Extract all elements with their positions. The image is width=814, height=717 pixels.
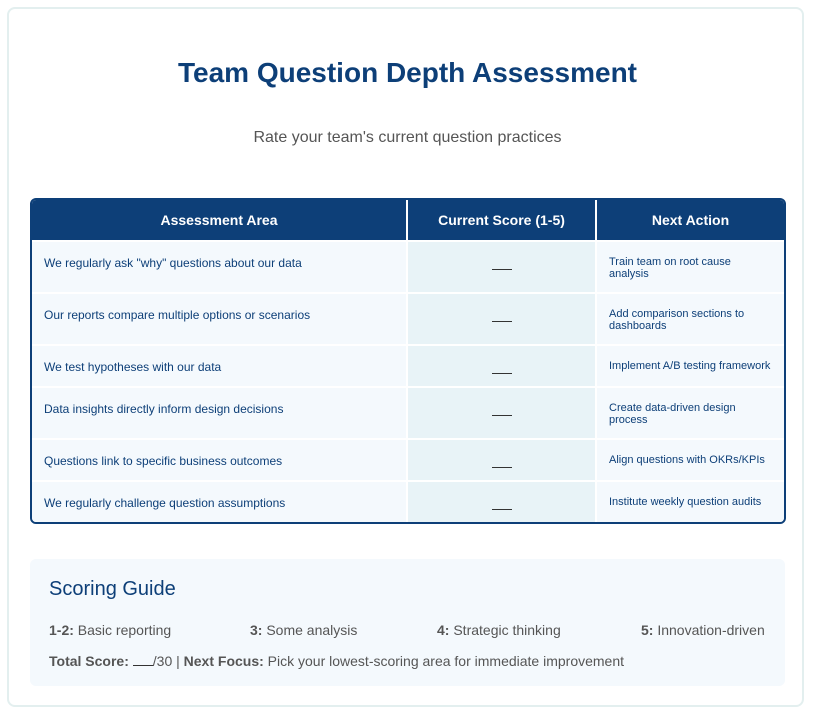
assessment-area-cell: Data insights directly inform design decisions [32, 387, 407, 439]
total-score-blank[interactable] [133, 665, 153, 666]
next-action-cell: Align questions with OKRs/KPIs [596, 439, 784, 481]
next-action-cell: Create data-driven design process [596, 387, 784, 439]
scale-text: Some analysis [266, 622, 358, 638]
total-score-suffix: /30 [152, 653, 173, 669]
page-subtitle: Rate your team's current question practices [253, 129, 562, 146]
scale-key: 3: [250, 622, 263, 638]
score-cell [407, 387, 596, 439]
next-focus-label: Next Focus: [183, 653, 264, 669]
scoring-guide-title: Scoring Guide [49, 578, 176, 600]
scale-text: Innovation-driven [657, 622, 765, 638]
scale-text: Strategic thinking [453, 622, 561, 638]
assessment-area-cell: We test hypotheses with our data [32, 345, 407, 387]
assessment-area-cell: We regularly ask "why" questions about our data [32, 241, 407, 293]
next-action-cell: Implement A/B testing framework [596, 345, 784, 387]
score-blank[interactable] [492, 467, 512, 468]
table-row [32, 345, 784, 387]
score-cell [407, 481, 596, 522]
score-cell [407, 293, 596, 345]
score-cell [407, 345, 596, 387]
score-cell [407, 439, 596, 481]
total-score-label: Total Score: [49, 653, 129, 669]
table-row [32, 387, 784, 439]
scale-item [250, 622, 357, 638]
assessment-area-cell: Questions link to specific business outcomes [32, 439, 407, 481]
scale-key: 1-2: [49, 622, 74, 638]
assessment-area-cell: Our reports compare multiple options or scenarios [32, 293, 407, 345]
scale-item [641, 622, 765, 638]
next-action-cell: Add comparison sections to dashboards [596, 293, 784, 345]
table-header-row [32, 200, 784, 241]
table-row [32, 439, 784, 481]
scale-key: 5: [641, 622, 654, 638]
header-next-action: Next Action [596, 200, 784, 241]
score-blank[interactable] [492, 509, 512, 510]
assessment-area-cell: We regularly challenge question assumptions [32, 481, 407, 522]
score-blank[interactable] [492, 269, 512, 270]
table-row [32, 293, 784, 345]
scale-key: 4: [437, 622, 450, 638]
score-blank[interactable] [492, 321, 512, 322]
separator: | [176, 653, 180, 669]
header-assessment-area: Assessment Area [32, 200, 407, 241]
scale-text: Basic reporting [77, 622, 172, 638]
assessment-table [30, 198, 786, 524]
next-action-cell: Train team on root cause analysis [596, 241, 784, 293]
score-blank[interactable] [492, 415, 512, 416]
score-cell [407, 241, 596, 293]
header-current-score: Current Score (1-5) [407, 200, 596, 241]
scale-item [437, 622, 561, 638]
page-title: Team Question Depth Assessment [177, 57, 637, 88]
scoring-guide [30, 559, 785, 686]
scale-item [49, 622, 171, 638]
total-score-line [49, 653, 624, 669]
assessment-card [7, 7, 804, 707]
table-row [32, 241, 784, 293]
table-row [32, 481, 784, 522]
next-action-cell: Institute weekly question audits [596, 481, 784, 522]
next-focus-text: Pick your lowest-scoring area for immediate improvement [267, 653, 625, 669]
score-blank[interactable] [492, 373, 512, 374]
